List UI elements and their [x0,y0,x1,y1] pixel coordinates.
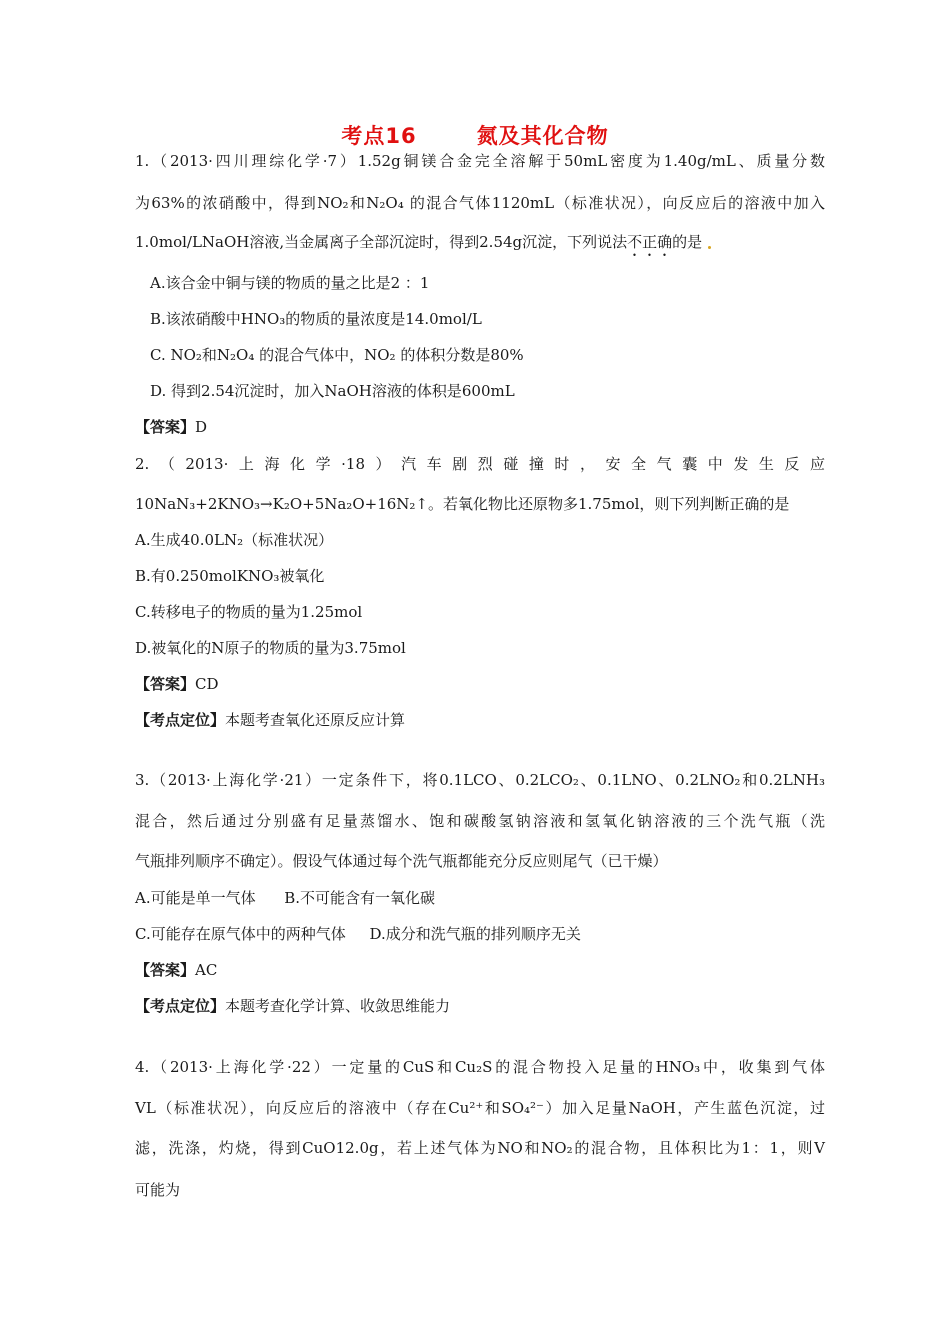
answer-label: 【答案】 [135,675,196,693]
q2-option-a: A.生成40.0LN₂（标准状况） [135,531,334,549]
q1-emphasis: 不正确 [627,233,673,251]
q2-option-b: B.有0.250molKNO₃被氧化 [135,567,325,585]
mark-dot [708,246,711,249]
q3-line-1: 3.（2013·上海化学·21）一定条件下，将0.1LCO、0.2LCO₂、0.1LNO、0.2LNO₂和0.2LNH₃ [135,771,825,789]
q2-option-d: D.被氧化的N原子的物质的量为3.75mol [135,639,406,657]
point-label: 【考点定位】 [135,997,226,1015]
page-title [0,120,950,150]
q2-option-c: C.转移电子的物质的量为1.25mol [135,603,363,621]
q1-option-a: A.该合金中铜与镁的物质的量之比是2 ：1 [150,274,430,292]
q4-line-4: 可能为 [135,1181,181,1199]
q1-answer [135,417,825,437]
title-topic: 氮及其化合物 [476,124,609,148]
q1-line-1: 1.（2013·四川理综化学·7）1.52g铜镁合金完全溶解于50mL密度为1.40g/mL、质量分数 [135,152,825,170]
answer-label: 【答案】 [135,418,196,436]
q1-line-3-pre: 1.0mol/LNaOH溶液,当金属离子全部沉淀时，得到2.54g沉淀，下列说法 [135,233,628,251]
q1-line-3-post: 的是 [672,233,703,251]
answer-value: D [195,418,208,436]
q4-line-1: 4.（2013·上海化学·22）一定量的CuS和Cu₂S的混合物投入足量的HNO₃中，收集到气体 [135,1058,825,1076]
q2-line-1: 2.（2013·上海化学·18）汽车剧烈碰撞时，安全气囊中发生反应 [135,455,825,473]
point-label: 【考点定位】 [135,711,226,729]
q2-line-2: 10NaN₃+2KNO₃→K₂O+5Na₂O+16N₂↑。若氧化物比还原物多1.75mol，则下列判断正确的是 [135,495,790,513]
q1-line-2: 为63%的浓硝酸中，得到NO₂和N₂O₄ 的混合气体1120mL（标准状况），向反应后的溶液中加入 [135,194,825,212]
q4-line-2: VL（标准状况），向反应后的溶液中（存在Cu²⁺和SO₄²⁻）加入足量NaOH，产生蓝色沉淀，过 [135,1099,825,1117]
q1-option-c: C. NO₂和N₂O₄ 的混合气体中，NO₂ 的体积分数是80% [150,346,524,364]
q2-point [135,710,825,730]
q4-line-3: 滤，洗涤，灼烧，得到CuO12.0g，若上述气体为NO和NO₂的混合物，且体积比为1：1，则V [135,1139,825,1157]
answer-value: CD [195,675,219,693]
q3-line-3: 气瓶排列顺序不确定）。假设气体通过每个洗气瓶都能充分反应则尾气（已干燥） [135,852,668,870]
q3-options-cd: C.可能存在原气体中的两种气体 D.成分和洗气瓶的排列顺序无关 [135,925,581,943]
q3-options-ab: A.可能是单一气体 B.不可能含有一氧化碳 [135,889,436,907]
q3-answer [135,960,825,980]
answer-value: AC [195,961,218,979]
answer-label: 【答案】 [135,961,196,979]
point-value: 本题考查氧化还原反应计算 [225,711,406,729]
q1-line-3 [135,232,825,260]
q3-line-2: 混合，然后通过分别盛有足量蒸馏水、饱和碳酸氢钠溶液和氢氧化钠溶液的三个洗气瓶（洗 [135,812,825,830]
point-value: 本题考查化学计算、收敛思维能力 [225,997,451,1015]
q1-option-b: B.该浓硝酸中HNO₃的物质的量浓度是14.0mol/L [150,310,482,328]
q3-point [135,996,825,1016]
q1-option-d: D. 得到2.54沉淀时，加入NaOH溶液的体积是600mL [150,382,515,400]
title-code: 考点16 [341,124,417,148]
q2-answer [135,674,825,694]
